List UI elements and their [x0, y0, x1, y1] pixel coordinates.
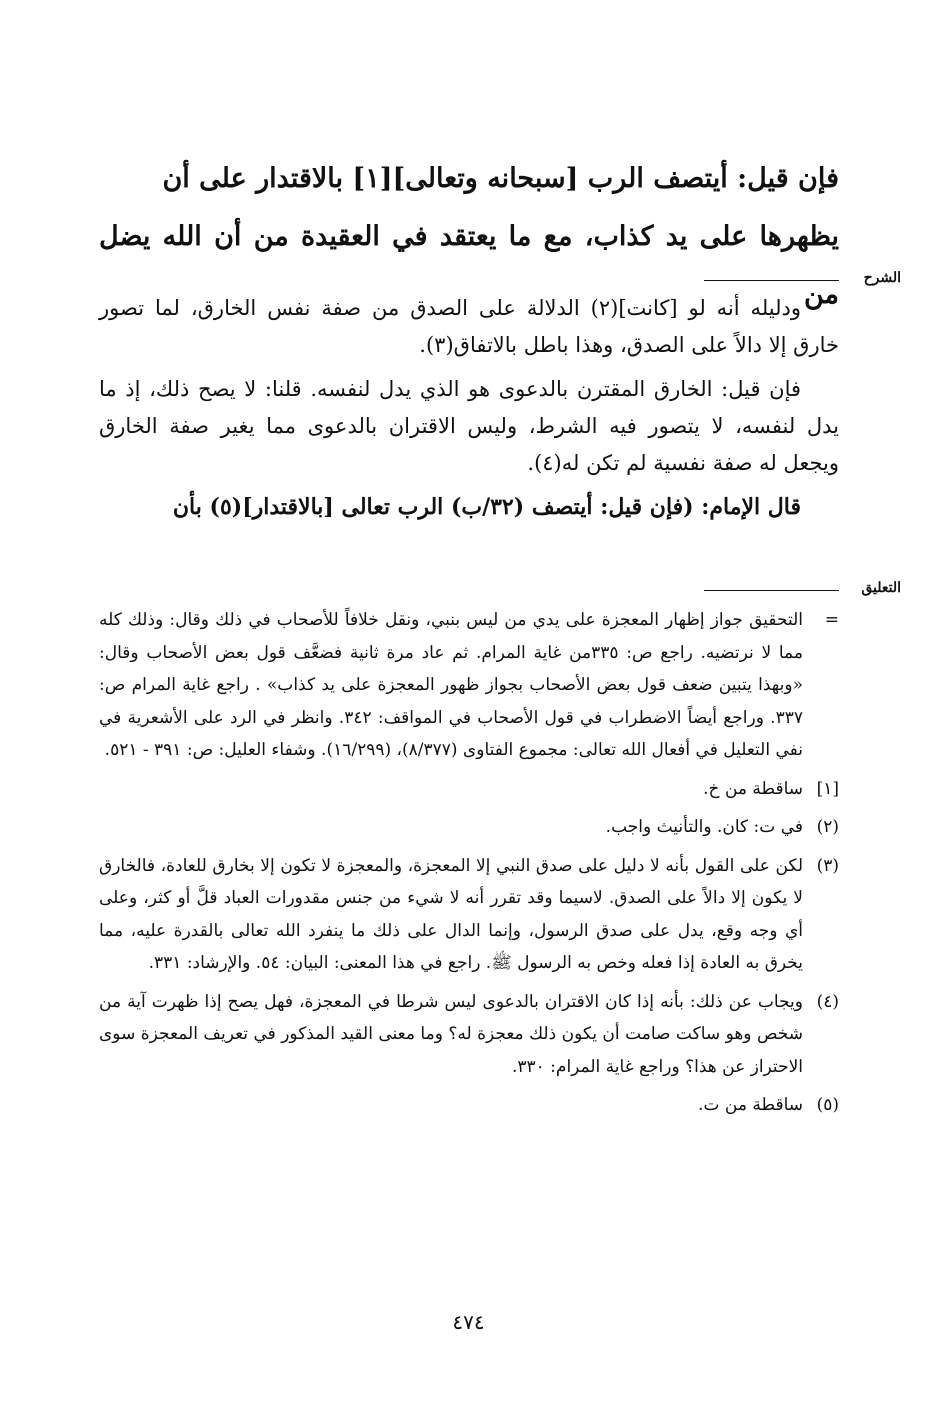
- main-text-line-2: يظهرها على يد كذاب، مع ما يعتقد في العقيدة من أن الله يضل من: [99, 221, 839, 310]
- footnote-number: [١]: [816, 778, 839, 799]
- footnote-text: ويجاب عن ذلك: بأنه إذا كان الاقتران بالدعوى ليس شرطا في المعجزة، فهل يصح إذا ظهرت آية من شخص وهو ساكت صامت أن يكون ذلك معجزة له؟ وما معنى القيد المذكور في تعريف المعجزة سوى الاحتراز عن هذا؟ وراجع غاية المرام: ٣٣٠.: [99, 991, 803, 1077]
- footnote-number: (٤): [816, 991, 839, 1012]
- footnote-text: ساقطة من ت.: [698, 1095, 803, 1115]
- footnote-text: التحقيق جواز إظهار المعجزة على يدي من ليس بنبي، ونقل خلافاً للأصحاب في ذلك وقال: وذلك كله مما لا نرتضيه. راجع ص: ٣٣٥من غاية المرام. ثم عاد مرة ثانية فضعَّف قول بعض الأصحاب وقال: «وبهذا يتبين ضعف قول بعض الأصحاب بجواز ظهور المعجزة على يد كذاب» . راجع غاية المرام ص: ٣٣٧. وراجع أيضاً الاضطراب في قول الأصحاب في المواقف: ٣٤٢. وانظر في الرد على الأشعرية في نفي التعليل في أفعال الله تعالى: مجموع الفتاوى (٨/٣٧٧)، (١٦/٢٩٩). وشفاء العليل: ص: ٣٩١ - ٥٢١.: [99, 610, 803, 760]
- taliq-label: التعليق: [861, 580, 901, 596]
- footnote-text: لكن على القول بأنه لا دليل على صدق النبي إلا المعجزة، والمعجزة لا تكون إلا بخارق للعادة، فالخارق لا يكون إلا دالاً على الصدق. لاسيما وقد تقرر أنه لا شيء من جنس مقدورات العباد قلَّ أو كثر، وعلى أي وجه وقع، يدل على صدق الرسول، وإنما الدال على ذلك ما ينفرد الله تعالى بالقدرة عليه، مما يخرق به العادة إذا فعله وخص به الرسول ﷺ. راجع في هذا المعنى: البيان: ٥٤. والإرشاد: ٣٣١.: [99, 855, 803, 973]
- footnote-number: (٣): [816, 855, 839, 876]
- footnote-item: [99, 773, 839, 806]
- sharh-paragraph-2: فإن قيل: الخارق المقترن بالدعوى هو الذي يدل لنفسه. قلنا: لا يصح ذلك، إذ ما يدل لنفسه، لا يتصور فيه الشرط، وليس الاقتران بالدعوى مما يغير صفة الخارق ويجعل له صفة نفسية لم تكن له(٤).: [99, 377, 839, 475]
- footnotes-block: [99, 604, 839, 1128]
- sharh-divider-line: [704, 280, 839, 281]
- taliq-divider-line: [704, 590, 839, 591]
- footnote-item: [99, 850, 839, 980]
- sharh-paragraph-3: قال الإمام: (فإن قيل: أيتصف (٣٢/ب) الرب تعالى [بالاقتدار](٥) بأن: [172, 494, 801, 520]
- footnote-number: (٥): [816, 1095, 839, 1115]
- sharh-label: الشرح: [863, 270, 901, 286]
- page-number: ٤٧٤: [452, 1310, 485, 1334]
- footnote-number: (٢): [816, 817, 839, 837]
- sharh-block: [99, 290, 839, 533]
- footnote-item: [99, 604, 839, 767]
- sharh-paragraph-1: ودليله أنه لو [كانت](٢) الدلالة على الصدق من صفة نفس الخارق، لما تصور خارق إلا دالاً على الصدق، وهذا باطل بالاتفاق(٣).: [99, 296, 839, 357]
- footnote-text: في ت: كان. والتأنيث واجب.: [605, 817, 803, 837]
- footnote-text: ساقطة من خ.: [703, 778, 803, 799]
- footnote-item: [99, 811, 839, 844]
- footnote-item: [99, 1089, 839, 1122]
- footnote-number: =: [824, 610, 839, 630]
- main-text-line-1: فإن قيل: أيتصف الرب [سبحانه وتعالى][١] بالاقتدار على أن: [162, 163, 839, 194]
- footnote-item: [99, 986, 839, 1084]
